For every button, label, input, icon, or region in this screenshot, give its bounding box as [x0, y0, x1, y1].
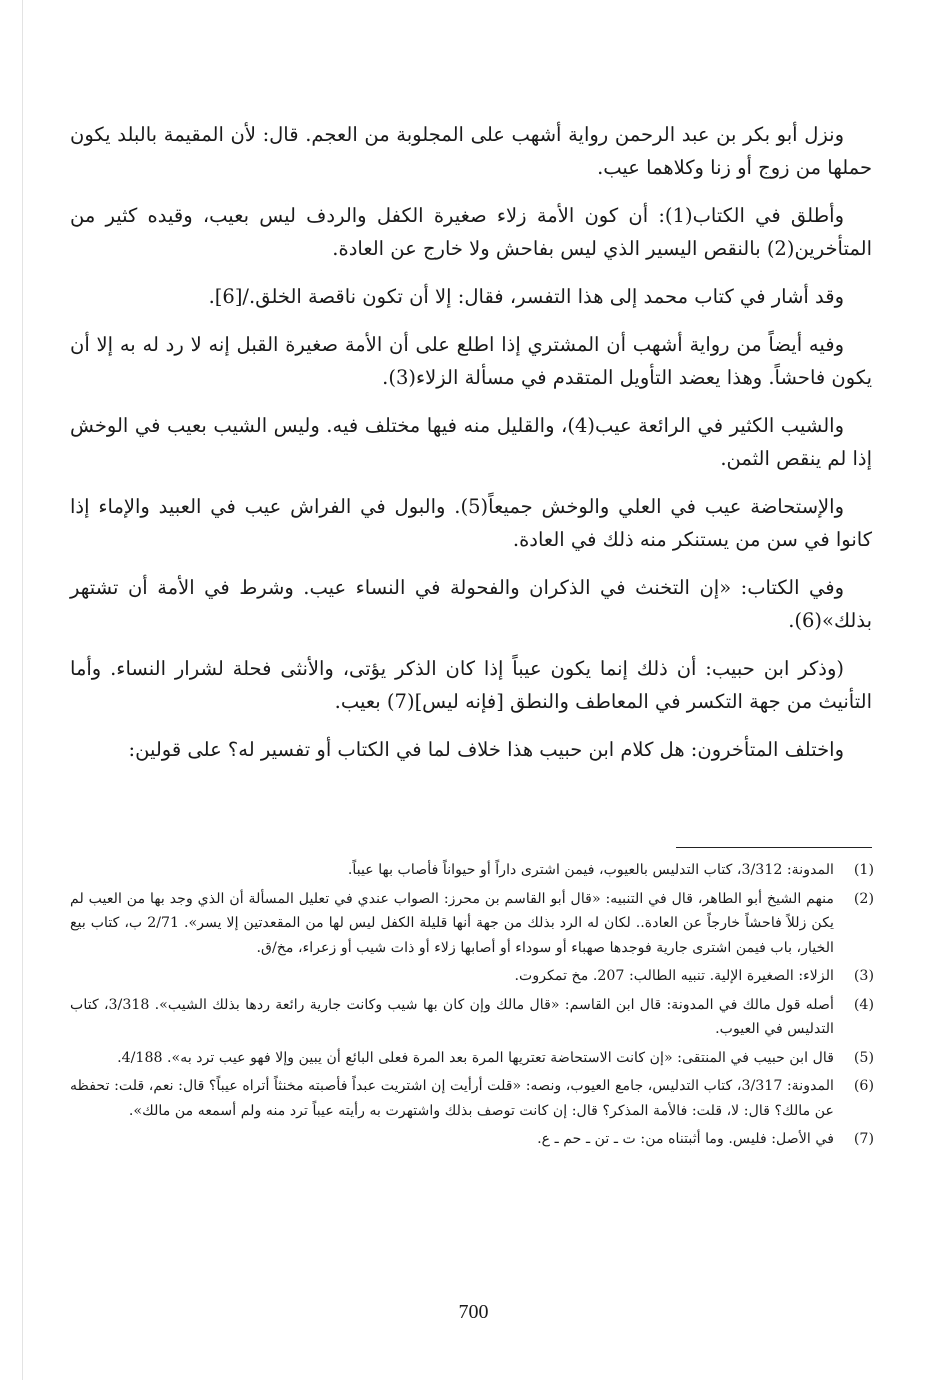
footnote: [70, 858, 874, 883]
paragraph: وفي الكتاب: «إن التخنث في الذكران والفحولة في النساء عيب. وشرط في الأمة أن تشتهر بذلك»(6).: [70, 576, 872, 632]
paragraph: واختلف المتأخرون: هل كلام ابن حبيب هذا خلاف لما في الكتاب أو تفسير له؟ على قولين:: [128, 738, 844, 761]
paragraph: (وذكر ابن حبيب: أن ذلك إنما يكون عيباً إذا كان الذكر يؤتى، والأنثى فحلة لشرار النساء. وأما التأنيث من جهة التكسر في المعاطف والنطق [فإنه ليس](7) بعيب.: [70, 657, 872, 713]
footnote: [70, 1074, 874, 1123]
footnote-number: (7): [853, 1131, 874, 1147]
footnote-text: في الأصل: فليس. وما أثبتناه من: ت ـ تن ـ حم ـ ع.: [537, 1131, 834, 1147]
paragraph: ونزل أبو بكر بن عبد الرحمن رواية أشهب على المجلوبة من العجم. قال: لأن المقيمة بالبلد يكون حملها من زوج أو زنا وكلاهما عيب.: [70, 123, 872, 179]
paragraph: والشيب الكثير في الرائعة عيب(4)، والقليل منه فيها مختلف فيه. وليس الشيب بعيب في الوخش إذا لم ينقص الثمن.: [70, 414, 872, 470]
page-number: 700: [458, 1301, 489, 1323]
paragraph: وقد أشار في كتاب محمد إلى هذا التفسر، فقال: إلا أن تكون ناقصة الخلق./[6].: [208, 285, 844, 308]
footnote: [70, 964, 874, 989]
footnote: [70, 1046, 874, 1071]
footnotes: [70, 858, 874, 1156]
footnote-text: أصله قول مالك في المدونة: قال ابن القاسم: «قال مالك وإن كان بها شيب وكانت جارية رائعة ردها بذلك الشيب». 3/318، كتاب التدليس في العيوب.: [70, 996, 834, 1037]
main-text: [70, 118, 872, 781]
footnote-number: (2): [853, 890, 874, 907]
footnote-text: الزلاء: الصغيرة الإلية. تنبيه الطالب: 207. مخ تمكروت.: [514, 968, 834, 984]
paragraph: وأطلق في الكتاب(1): أن كون الأمة زلاء صغيرة الكفل والردف ليس بعيب، وقيده كثير من المتأخرين(2) بالنقص اليسير الذي ليس بفاحش ولا خارج عن العادة.: [70, 204, 872, 260]
footnote-text: المدونة: 3/317، كتاب التدليس، جامع العيوب، ونصه: «قلت أرأيت إن اشتريت عبداً فأصبته مخنثاً أتراه عيباً؟ قال: نعم، قلت: تحفظه عن مالك؟ قال: لا، قلت: فالأمة المذكر؟ قال: إن كانت توصف بذلك واشتهرت به رأيته عيباً ترد منه ولم أسمعه من مالك».: [70, 1078, 834, 1119]
footnote-number: (5): [853, 1049, 874, 1066]
footnote: [70, 993, 874, 1042]
footnote-text: قال ابن حبيب في المنتقى: «إن كانت الاستحاضة تعتريها المرة بعد المرة فعلى البائع أن يبين وإلا فهو عيب ترد به». 4/188.: [117, 1049, 834, 1066]
footnote: [70, 887, 874, 961]
footnote-number: (3): [853, 968, 874, 984]
footnote-separator: [676, 847, 872, 848]
footnote-text: منهم الشيخ أبو الطاهر، قال في التنبيه: «قال أبو القاسم بن محرز: الصواب عندي في تعليل المسألة أن الذي وجد بها من العيب لم يكن زللاً فاحشاً خارجاً عن العادة.. لكان له الرد بذلك من جهة أنها قليلة الكفل ليس لها من المقعدتين إلا يسر». 2/71 ب، كتاب بيع الخيار، باب فيمن اشترى جارية فوجدها صهباء أو سوداء أو أصابها زلاء أو ذات شيب أو زعراء، مخ/ق.: [70, 890, 834, 956]
footnote-number: (1): [853, 862, 874, 878]
footnote-number: (4): [853, 996, 874, 1013]
page-gutter-shadow: [22, 0, 23, 1380]
footnote-text: المدونة: 3/312، كتاب التدليس بالعيوب، فيمن اشترى داراً أو حيواناً فأصاب بها عيباً.: [347, 862, 834, 878]
footnote: [70, 1127, 874, 1152]
paragraph: وفيه أيضاً من رواية أشهب أن المشتري إذا اطلع على أن الأمة صغيرة القبل إنه لا رد له به إلا أن يكون فاحشاً. وهذا يعضد التأويل المتقدم في مسألة الزلاء(3).: [70, 333, 872, 389]
footnote-number: (6): [853, 1078, 874, 1094]
paragraph: والإستحاضة عيب في العلي والوخش جميعاً(5). والبول في الفراش عيب في العبيد والإماء إذا كانوا في سن من يستنكر منه ذلك في العادة.: [70, 495, 872, 551]
